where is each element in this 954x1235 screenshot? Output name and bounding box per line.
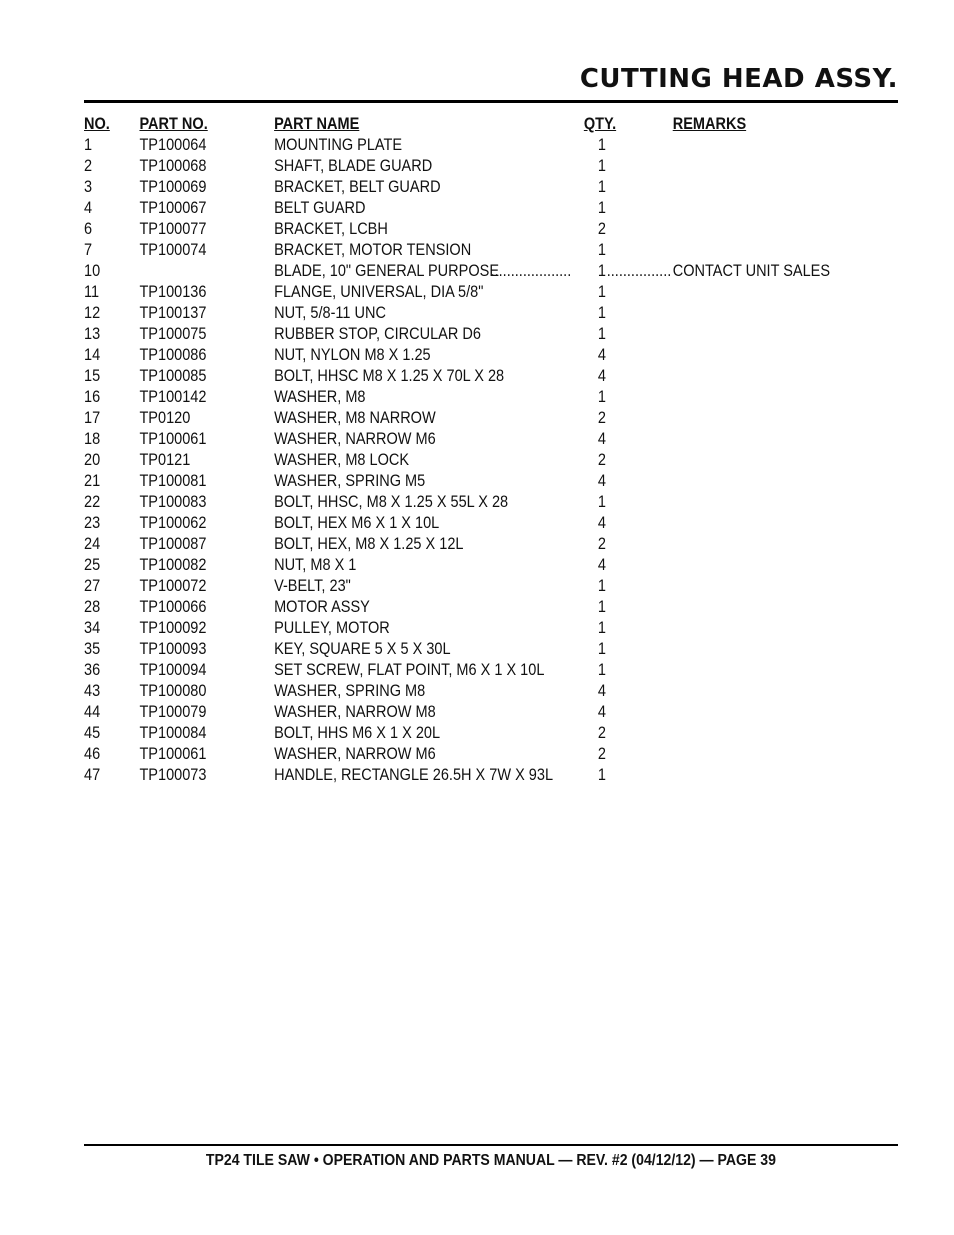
table-body xyxy=(84,135,898,786)
table-row xyxy=(84,387,898,408)
table-row xyxy=(84,765,898,786)
row-no: 13 xyxy=(84,325,101,343)
row-part-name: WASHER, NARROW M6 xyxy=(274,745,436,763)
row-qty: 1 xyxy=(597,388,607,406)
row-no: 43 xyxy=(84,682,101,700)
row-part-no: TP100094 xyxy=(139,661,207,679)
row-qty: 1 xyxy=(597,493,607,511)
row-part-name: WASHER, M8 xyxy=(274,388,366,406)
row-part-name: WASHER, SPRING M8 xyxy=(274,682,426,700)
column-header-part-no: PART NO. xyxy=(139,115,208,133)
table-row xyxy=(84,744,898,765)
row-no: 2 xyxy=(84,157,93,175)
footer-text: TP24 TILE SAW • OPERATION AND PARTS MANUAL — REV. #2 (04/12/12) — PAGE 39 xyxy=(205,1152,777,1169)
table-row xyxy=(84,303,898,324)
row-qty: 1 xyxy=(597,241,607,259)
row-part-name: WASHER, M8 LOCK xyxy=(274,451,410,469)
row-part-no: TP100081 xyxy=(139,472,207,490)
row-no: 18 xyxy=(84,430,101,448)
row-no: 17 xyxy=(84,409,101,427)
table-row xyxy=(84,282,898,303)
table-row xyxy=(84,177,898,198)
table-row xyxy=(84,597,898,618)
row-part-no: TP100072 xyxy=(139,577,207,595)
row-qty: 4 xyxy=(597,367,607,385)
row-part-no: TP100085 xyxy=(139,367,207,385)
table-row xyxy=(84,408,898,429)
table-row xyxy=(84,702,898,723)
table-row xyxy=(84,324,898,345)
table-row xyxy=(84,429,898,450)
row-qty: 1 xyxy=(597,619,607,637)
row-part-name: NUT, NYLON M8 X 1.25 xyxy=(274,346,431,364)
row-qty: 1 xyxy=(597,661,607,679)
row-qty: 2 xyxy=(597,220,607,238)
row-no: 46 xyxy=(84,745,101,763)
table-row xyxy=(84,261,898,282)
row-part-name: BOLT, HHS M6 X 1 X 20L xyxy=(274,724,441,742)
row-qty: 4 xyxy=(597,703,607,721)
row-no: 47 xyxy=(84,766,101,784)
row-part-no: TP100077 xyxy=(139,220,207,238)
row-part-name: SHAFT, BLADE GUARD xyxy=(274,157,433,175)
row-no: 6 xyxy=(84,220,93,238)
row-part-no: TP100136 xyxy=(139,283,207,301)
row-part-no: TP100083 xyxy=(139,493,207,511)
table-row xyxy=(84,723,898,744)
row-part-name: NUT, M8 X 1 xyxy=(274,556,357,574)
header-rule xyxy=(84,100,898,103)
row-part-no: TP100086 xyxy=(139,346,207,364)
row-remarks: CONTACT UNIT SALES xyxy=(672,262,831,280)
row-part-no: TP100093 xyxy=(139,640,207,658)
row-part-no: TP0121 xyxy=(139,451,191,469)
row-part-no: TP100075 xyxy=(139,325,207,343)
row-qty: 4 xyxy=(597,472,607,490)
row-no: 16 xyxy=(84,388,101,406)
row-qty: 1 xyxy=(597,178,607,196)
row-no: 15 xyxy=(84,367,101,385)
row-part-no: TP100067 xyxy=(139,199,207,217)
row-no: 10 xyxy=(84,262,101,280)
row-qty: 2 xyxy=(597,451,607,469)
table-row xyxy=(84,555,898,576)
table-row xyxy=(84,471,898,492)
row-qty: 1 xyxy=(597,325,607,343)
row-no: 20 xyxy=(84,451,101,469)
footer-rule xyxy=(84,1144,898,1146)
row-part-name: PULLEY, MOTOR xyxy=(274,619,390,637)
row-part-name: WASHER, NARROW M6 xyxy=(274,430,436,448)
row-qty: 4 xyxy=(597,430,607,448)
table-row xyxy=(84,576,898,597)
row-qty: 4 xyxy=(597,346,607,364)
table-row xyxy=(84,660,898,681)
row-qty: 1 xyxy=(597,136,607,154)
table-row xyxy=(84,198,898,219)
row-no: 1 xyxy=(84,136,93,154)
row-qty: 1 xyxy=(597,304,607,322)
row-part-name: WASHER, M8 NARROW xyxy=(274,409,436,427)
row-part-name: FLANGE, UNIVERSAL, DIA 5/8" xyxy=(274,283,484,301)
row-qty: 4 xyxy=(597,514,607,532)
row-part-no: TP100084 xyxy=(139,724,207,742)
table-row xyxy=(84,618,898,639)
parts-table xyxy=(84,114,898,786)
row-no: 12 xyxy=(84,304,101,322)
table-row xyxy=(84,681,898,702)
row-part-no: TP100082 xyxy=(139,556,207,574)
row-part-no: TP0120 xyxy=(139,409,191,427)
table-row xyxy=(84,492,898,513)
row-qty: 1 xyxy=(597,199,607,217)
table-row xyxy=(84,219,898,240)
row-part-name: WASHER, SPRING M5 xyxy=(274,472,426,490)
row-part-no: TP100068 xyxy=(139,157,207,175)
row-no: 45 xyxy=(84,724,101,742)
row-qty: 1 xyxy=(597,640,607,658)
row-no: 36 xyxy=(84,661,101,679)
row-no: 27 xyxy=(84,577,101,595)
table-row xyxy=(84,534,898,555)
row-no: 23 xyxy=(84,514,101,532)
row-no: 3 xyxy=(84,178,93,196)
page-footer xyxy=(84,1152,898,1170)
row-part-no: TP100062 xyxy=(139,514,207,532)
row-part-no: TP100064 xyxy=(139,136,207,154)
table-row xyxy=(84,345,898,366)
table-row xyxy=(84,240,898,261)
row-part-name: BOLT, HHSC, M8 X 1.25 X 55L X 28 xyxy=(274,493,509,511)
row-part-no: TP100137 xyxy=(139,304,207,322)
column-header-remarks: REMARKS xyxy=(672,115,747,133)
table-header-row xyxy=(84,114,898,135)
row-part-name: RUBBER STOP, CIRCULAR D6 xyxy=(274,325,481,343)
row-part-no: TP100061 xyxy=(139,745,207,763)
row-part-name: BRACKET, LCBH xyxy=(274,220,388,238)
row-qty: 2 xyxy=(597,745,607,763)
row-qty: 4 xyxy=(597,556,607,574)
row-part-name: BOLT, HHSC M8 X 1.25 X 70L X 28 xyxy=(274,367,505,385)
row-part-name: BRACKET, BELT GUARD xyxy=(274,178,441,196)
row-part-no: TP100069 xyxy=(139,178,207,196)
row-no: 22 xyxy=(84,493,101,511)
row-part-no: TP100079 xyxy=(139,703,207,721)
row-part-name: HANDLE, RECTANGLE 26.5H X 7W X 93L xyxy=(274,766,554,784)
row-qty: 4 xyxy=(597,682,607,700)
leader-dots: .................... xyxy=(490,262,572,280)
table-row xyxy=(84,639,898,660)
row-qty: 1 xyxy=(597,262,607,280)
row-qty: 1 xyxy=(597,598,607,616)
row-no: 21 xyxy=(84,472,101,490)
row-part-name: BOLT, HEX M6 X 1 X 10L xyxy=(274,514,440,532)
row-no: 44 xyxy=(84,703,101,721)
row-no: 11 xyxy=(84,283,100,301)
row-qty: 1 xyxy=(597,766,607,784)
column-header-qty: QTY. xyxy=(583,115,617,133)
row-part-no: TP100073 xyxy=(139,766,207,784)
row-part-name: BLADE, 10" GENERAL PURPOSE xyxy=(274,262,500,280)
row-no: 25 xyxy=(84,556,101,574)
row-qty: 1 xyxy=(597,157,607,175)
leader-dots: ................ xyxy=(606,262,672,280)
table-row xyxy=(84,450,898,471)
table-row xyxy=(84,366,898,387)
table-row xyxy=(84,135,898,156)
table-row xyxy=(84,156,898,177)
row-part-no: TP100066 xyxy=(139,598,207,616)
row-part-no: TP100061 xyxy=(139,430,207,448)
row-qty: 2 xyxy=(597,535,607,553)
row-qty: 1 xyxy=(597,577,607,595)
column-header-part-name: PART NAME xyxy=(274,115,360,133)
row-part-name: BRACKET, MOTOR TENSION xyxy=(274,241,472,259)
row-qty: 2 xyxy=(597,724,607,742)
row-no: 24 xyxy=(84,535,101,553)
row-no: 7 xyxy=(84,241,93,259)
table-row xyxy=(84,513,898,534)
row-part-no: TP100074 xyxy=(139,241,207,259)
row-part-no: TP100142 xyxy=(139,388,207,406)
row-part-name: BELT GUARD xyxy=(274,199,366,217)
row-part-name: MOTOR ASSY xyxy=(274,598,370,616)
row-no: 28 xyxy=(84,598,101,616)
row-no: 14 xyxy=(84,346,101,364)
row-part-name: SET SCREW, FLAT POINT, M6 X 1 X 10L xyxy=(274,661,545,679)
row-no: 34 xyxy=(84,619,101,637)
row-part-name: NUT, 5/8-11 UNC xyxy=(274,304,386,322)
row-qty: 2 xyxy=(597,409,607,427)
row-no: 4 xyxy=(84,199,93,217)
row-part-no: TP100080 xyxy=(139,682,207,700)
row-part-name: MOUNTING PLATE xyxy=(274,136,403,154)
row-part-name: BOLT, HEX, M8 X 1.25 X 12L xyxy=(274,535,464,553)
column-header-no: NO. xyxy=(84,115,110,133)
row-part-name: KEY, SQUARE 5 X 5 X 30L xyxy=(274,640,451,658)
row-no: 35 xyxy=(84,640,101,658)
row-part-no: TP100092 xyxy=(139,619,207,637)
row-part-no: TP100087 xyxy=(139,535,207,553)
row-part-name: V-BELT, 23" xyxy=(274,577,351,595)
row-part-name: WASHER, NARROW M8 xyxy=(274,703,436,721)
row-qty: 1 xyxy=(597,283,607,301)
page-title: CUTTING HEAD ASSY. xyxy=(579,64,898,94)
